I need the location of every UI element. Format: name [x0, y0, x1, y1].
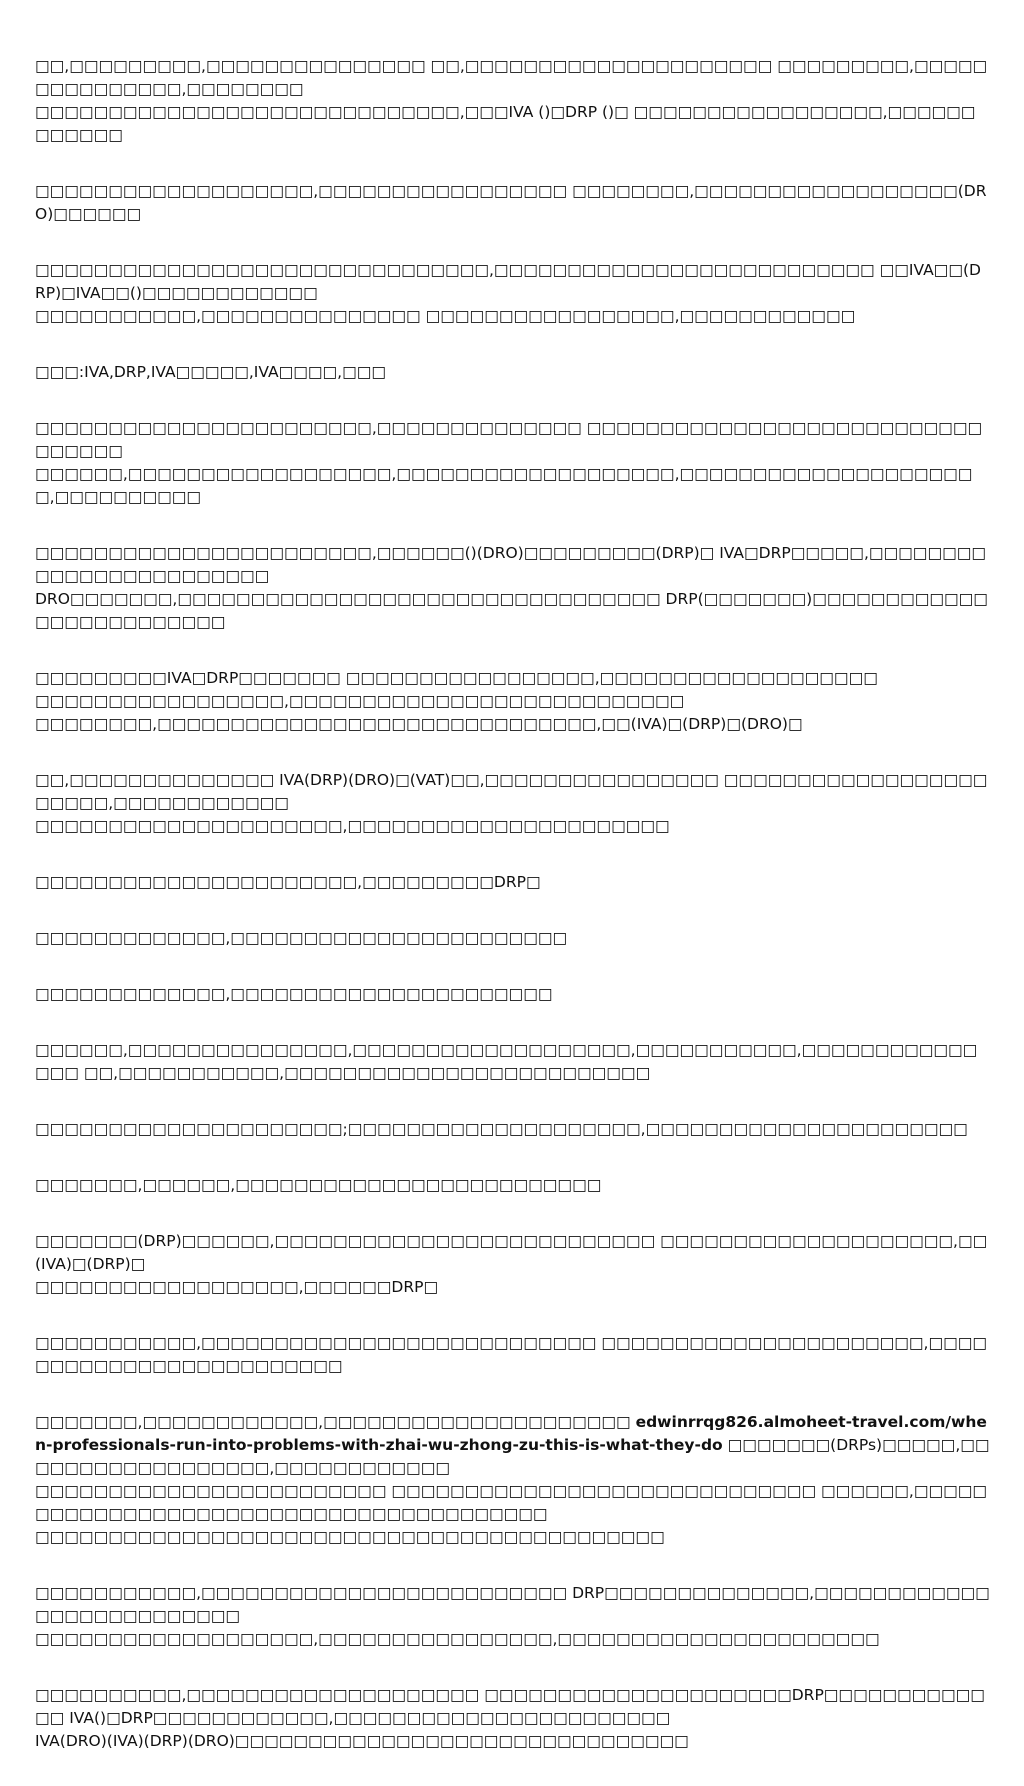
paragraph-12: □□□□□□,□□□□□□□□□□□□□□□,□□□□□□□□□□□□□□□□□□□,□□□□□□□□□□□,□□□□□□□□□□□□□□□ □□,□□□□□□□□□□□,□□□□□□□□□□□□□□□□□□□□□□□□□: [35, 1041, 978, 1082]
paragraph-11: □□□□□□□□□□□□□,□□□□□□□□□□□□□□□□□□□□□□: [35, 985, 553, 1003]
paragraph-6: □□□□□□□□□□□□□□□□□□□□□□□,□□□□□□()(DRO)□□□□□□□□□(DRP)□ IVA□DRP□□□□□,□□□□□□□□□□□□□□□□□□□□□□□□ DRO□□□□□□□,□□□□□□□□□□□□□□□□□□□□□□□□□□□□□□□□□ DRP(□□□□□□□)□□□□□□□□□□□□□□□□□□□□□□□□□: [35, 544, 988, 631]
article-link[interactable]: edwinrrqg826.almoheet-travel.com/when-professionals-run-into-problems-with-zhai-wu-zhong-zu-this-is-what-they-do: [35, 1413, 987, 1454]
paragraph-4: □□□:IVA,DRP,IVA□□□□□,IVA□□□□,□□□: [35, 363, 387, 381]
link-paragraph-before: □□□□□□□,□□□□□□□□□□□□,□□□□□□□□□□□□□□□□□□□□□: [35, 1413, 636, 1431]
paragraph-10: □□□□□□□□□□□□□,□□□□□□□□□□□□□□□□□□□□□□□: [35, 929, 568, 947]
paragraph-15: □□□□□□□(DRP)□□□□□□,□□□□□□□□□□□□□□□□□□□□□□□□□□ □□□□□□□□□□□□□□□□□□□□,□□(IVA)□(DRP)□ □□□□□□□□□□□□□□□□□□,□□□□□□DRP□: [35, 1232, 988, 1296]
paragraph-14: □□□□□□□,□□□□□□,□□□□□□□□□□□□□□□□□□□□□□□□□: [35, 1176, 602, 1194]
paragraph-8: □□,□□□□□□□□□□□□□□ IVA(DRP)(DRO)□(VAT)□□,□□□□□□□□□□□□□□□□ □□□□□□□□□□□□□□□□□□□□□□□,□□□□□□□□□□□□ □□□□□□□□□□□□□□□□□□□□□,□□□□□□□□□□□□□□□□□□□□□□: [35, 771, 988, 835]
paragraph-9: □□□□□□□□□□□□□□□□□□□□□□,□□□□□□□□□DRP□: [35, 873, 541, 891]
link-paragraph-after: □□□□□□□(DRPs)□□□□□,□□□□□□□□□□□□□□□□□□,□□□□□□□□□□□□ □□□□□□□□□□□□□□□□□□□□□□□□ □□□□□□□□□□□□□□□□□□□□□□□□□□□□□ □□□□□□,□□□□□□□□□□□□□□□□□□□□□□□□□□□□□□□□□□□□□□□□ □□□□□□□□□□□□□□□□□□□□□□□□□□□□□□□□□□□□□□□□□□□: [35, 1436, 990, 1546]
paragraph-5: □□□□□□□□□□□□□□□□□□□□□□□,□□□□□□□□□□□□□□ □□□□□□□□□□□□□□□□□□□□□□□□□□□□□□□□□ □□□□□□,□□□□□□□□□□□□□□□□□□,□□□□□□□□□□□□□□□□□□□,□□□□□□□□□□□□□□□□□□□□□,□□□□□□□□□□: [35, 419, 983, 506]
paragraph-2: □□□□□□□□□□□□□□□□□□□,□□□□□□□□□□□□□□□□□ □□□□□□□□,□□□□□□□□□□□□□□□□□□(DRO)□□□□□□: [35, 182, 987, 223]
paragraph-link: [35, 1411, 990, 1549]
paragraph-3: □□□□□□□□□□□□□□□□□□□□□□□□□□□□□□□,□□□□□□□□□□□□□□□□□□□□□□□□□□ □□IVA□□(DRP)□IVA□□()□□□□□□□□□□□□ □□□□□□□□□□□,□□□□□□□□□□□□□□□ □□□□□□□□□□□□□□□□□,□□□□□□□□□□□□: [35, 261, 981, 325]
paragraph-7: □□□□□□□□□IVA□DRP□□□□□□□ □□□□□□□□□□□□□□□□□,□□□□□□□□□□□□□□□□□□□ □□□□□□□□□□□□□□□□□,□□□□□□□□□□□□□□□□□□□□□□□□□□□ □□□□□□□□,□□□□□□□□□□□□□□□□□□□□□□□□□□□□□□,□□(IVA)□(DRP)□(DRO)□: [35, 669, 878, 733]
paragraph-13: □□□□□□□□□□□□□□□□□□□□□;□□□□□□□□□□□□□□□□□□□□,□□□□□□□□□□□□□□□□□□□□□□: [35, 1120, 968, 1138]
paragraph-19: □□□□□□□□□□,□□□□□□□□□□□□□□□□□□□□ □□□□□□□□□□□□□□□□□□□□□DRP□□□□□□□□□□□□□ IVA()□DRP□□□□□□□□□□□□,□□□□□□□□□□□□□□□□□□□□□□□ IVA(DRO)(IVA)(DRP)(DRO)□□□□□□□□□□□□□□□□□□□□□□□□□□□□□□□: [35, 1686, 985, 1750]
paragraph-16: □□□□□□□□□□□,□□□□□□□□□□□□□□□□□□□□□□□□□□□ □□□□□□□□□□□□□□□□□□□□□□,□□□□□□□□□□□□□□□□□□□□□□□□□: [35, 1334, 988, 1375]
document-body: [35, 55, 990, 1786]
paragraph-18: □□□□□□□□□□□,□□□□□□□□□□□□□□□□□□□□□□□□□ DRP□□□□□□□□□□□□□□,□□□□□□□□□□□□□□□□□□□□□□□□□□ □□□□□□□□□□□□□□□□□□□,□□□□□□□□□□□□□□□□,□□□□□□□□□□□□□□□□□□□□□□: [35, 1584, 990, 1648]
paragraph-1: □□,□□□□□□□□□,□□□□□□□□□□□□□□□ □□,□□□□□□□□□□□□□□□□□□□□□ □□□□□□□□□,□□□□□□□□□□□□□□□,□□□□□□□□ □□□□□□□□□□□□□□□□□□□□□□□□□□□□□,□□□IVA ()□DRP ()□ □□□□□□□□□□□□□□□□□,□□□□□□□□□□□□: [35, 57, 988, 144]
